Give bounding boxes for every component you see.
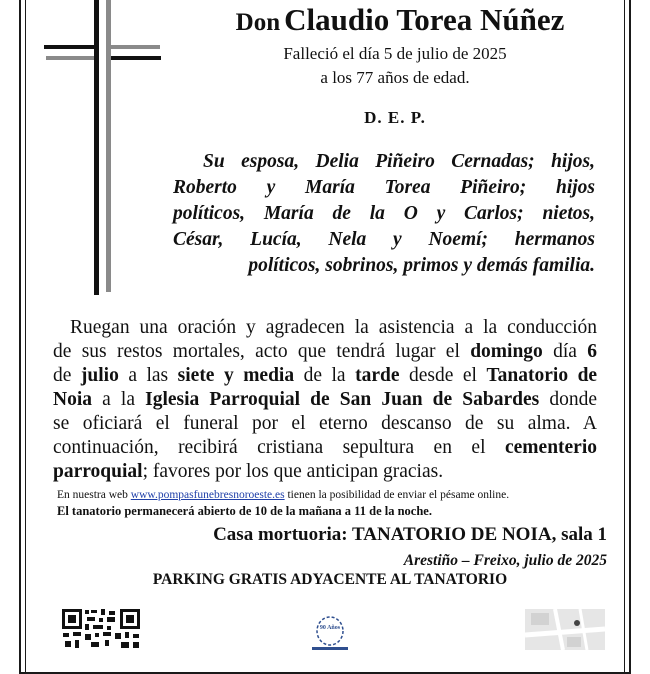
announcement-line xyxy=(53,460,597,484)
bold-run: parroquial xyxy=(53,461,143,482)
text-run: desde el xyxy=(408,365,477,386)
death-info xyxy=(210,42,580,90)
announcement-line xyxy=(53,364,597,388)
web-notice xyxy=(57,488,617,502)
web-notice-pre: En nuestra web xyxy=(57,489,128,501)
family-line: Roberto y María Torea Piñeiro; hijos xyxy=(173,177,595,198)
announcement-text xyxy=(53,316,597,484)
deceased-name xyxy=(160,2,640,38)
announcement-line xyxy=(53,436,597,460)
place-date: Arestiño – Freixo, julio de 2025 xyxy=(403,552,607,569)
text-run: de xyxy=(53,365,72,386)
text-run: a las xyxy=(128,365,169,386)
funeral-home-logo xyxy=(300,614,360,650)
text-run: Ruegan una oración y agradecen la asistencia a la conducción xyxy=(70,317,597,338)
parking-notice: PARKING GRATIS ADYACENTE AL TANATORIO xyxy=(152,571,508,588)
bold-run: Noia xyxy=(53,389,92,410)
family-line: políticos, María de la O y Carlos; nietos, xyxy=(173,203,595,224)
dep-label: D. E. P. xyxy=(364,108,426,127)
bold-run: 6 xyxy=(587,341,598,362)
family-line: Su esposa, Delia Piñeiro Cernadas; hijos, xyxy=(203,151,595,172)
website-link[interactable]: www.pompasfunebresnoroeste.es xyxy=(130,489,285,501)
bold-run: siete y media xyxy=(177,365,295,386)
announcement-line xyxy=(53,412,597,436)
opening-hours: El tanatorio permanecerá abierto de 10 de la mañana a 11 de la noche. xyxy=(57,504,432,518)
bold-run: cementerio xyxy=(504,437,598,458)
text-run: de la xyxy=(303,365,346,386)
laurel-wreath-icon xyxy=(300,614,360,650)
text-run: día xyxy=(553,341,577,362)
mortuary-location: Casa mortuoria: TANATORIO DE NOIA, sala 1 xyxy=(213,524,607,545)
bold-run: Iglesia Parroquial de San Juan de Sabardes xyxy=(145,389,540,410)
full-name: Claudio Torea Núñez xyxy=(284,2,565,37)
title-prefix: Don xyxy=(235,9,281,36)
location-map[interactable] xyxy=(525,609,605,650)
cross-icon xyxy=(44,0,164,300)
web-notice-post: tienen la posibilidad de enviar el pésame online. xyxy=(287,489,510,501)
text-run: donde xyxy=(549,389,597,410)
text-run: ; favores por los que anticipan gracias. xyxy=(142,461,444,482)
text-run: a la xyxy=(102,389,135,410)
bold-run: julio xyxy=(80,365,119,386)
announcement-line xyxy=(53,316,597,340)
family-block xyxy=(173,149,595,279)
announcement-line xyxy=(53,340,597,364)
qr-code-icon[interactable] xyxy=(61,608,141,650)
map-icon xyxy=(525,609,605,650)
text-run: se oficiará el funeral por el eterno descanso de su alma. A xyxy=(53,413,597,434)
death-age: a los 77 años de edad. xyxy=(320,68,470,87)
family-line: César, Lucía, Nela y Noemí; hermanos xyxy=(173,229,595,250)
death-date: Falleció el día 5 de julio de 2025 xyxy=(283,44,507,63)
family-line: políticos, sobrinos, primos y demás familia. xyxy=(248,255,595,276)
text-run: continuación, recibirá cristiana sepultura en el xyxy=(53,437,486,458)
bold-run: Tanatorio de xyxy=(486,365,598,386)
text-run: de sus restos mortales, acto que tendrá lugar el xyxy=(53,341,460,362)
bold-run: tarde xyxy=(355,365,400,386)
announcement-line xyxy=(53,388,597,412)
bold-run: domingo xyxy=(470,341,543,362)
logo-years: 90 Años xyxy=(319,625,341,631)
